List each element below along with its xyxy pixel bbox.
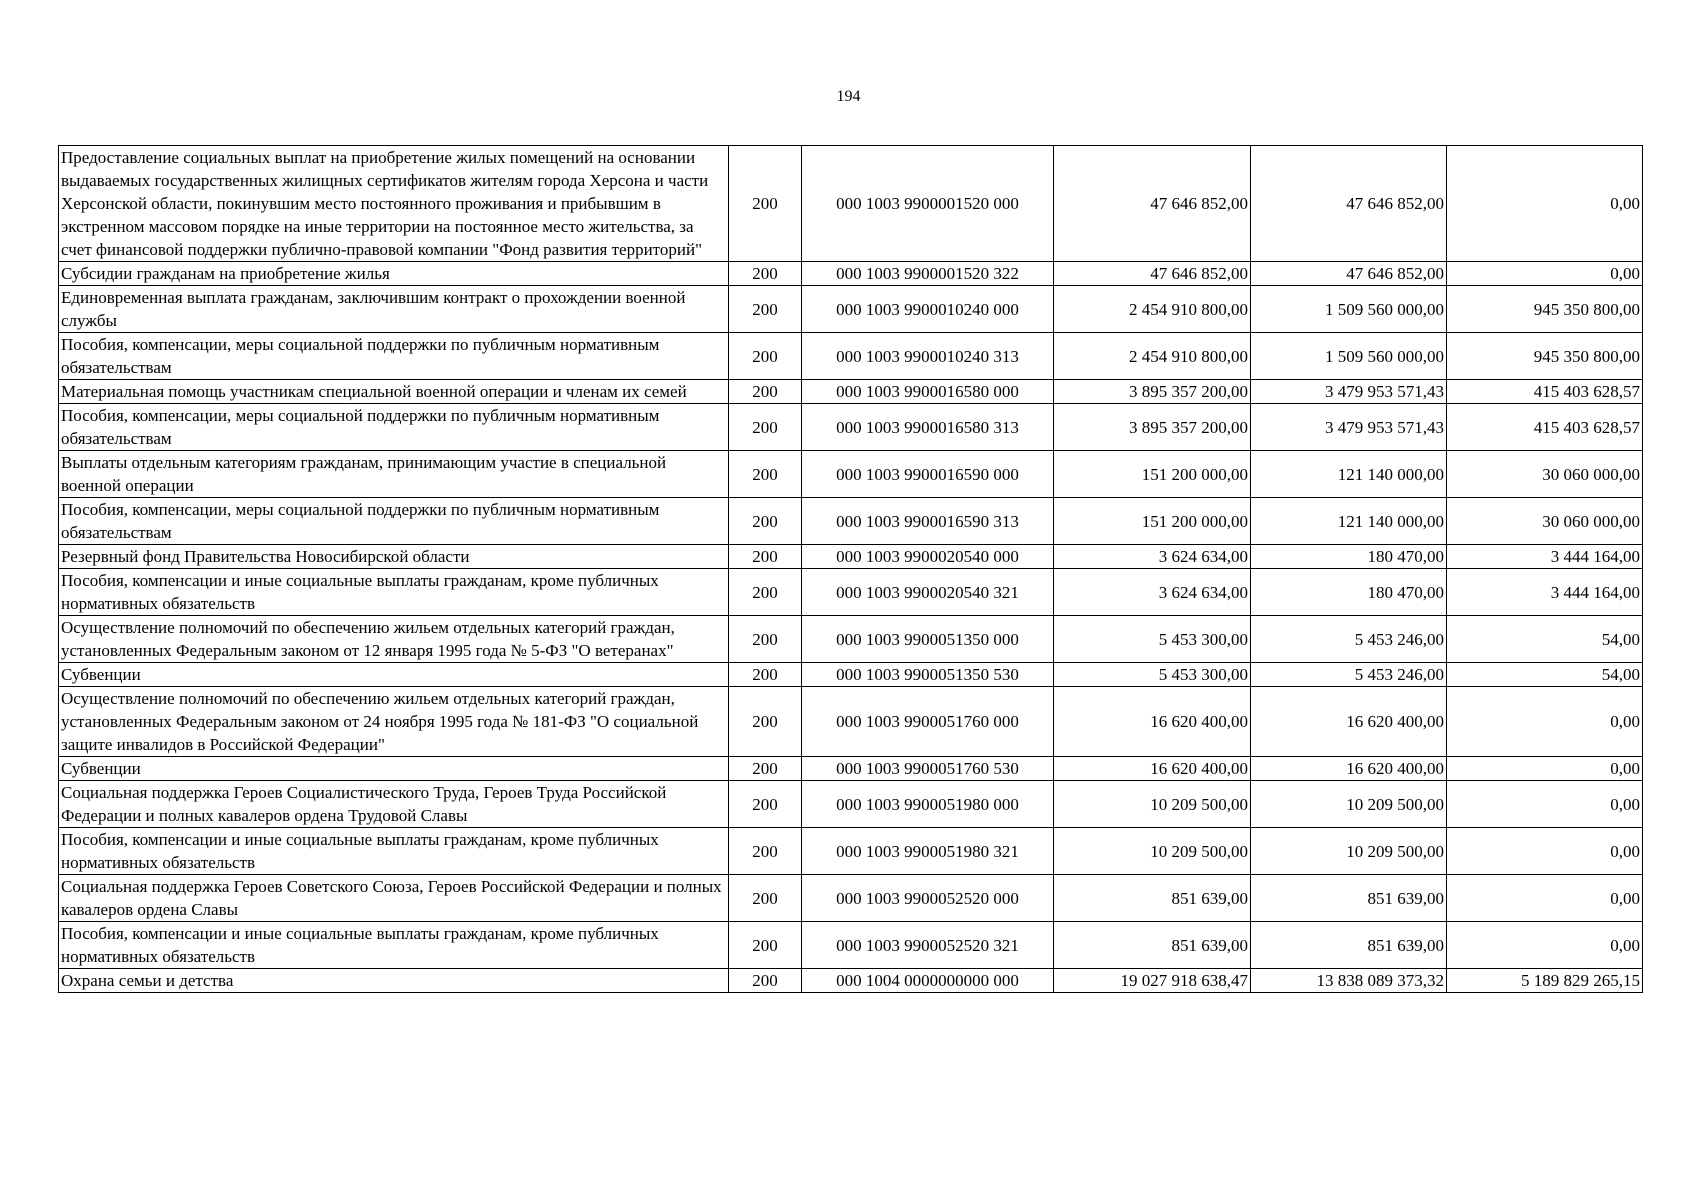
row-name-cell: Социальная поддержка Героев Советского Союза, Героев Российской Федерации и полных кавалеров ордена Славы <box>59 875 729 922</box>
row-name-cell: Материальная помощь участникам специальной военной операции и членам их семей <box>59 380 729 404</box>
row-executed-cell: 16 620 400,00 <box>1251 757 1447 781</box>
row-executed-cell: 180 470,00 <box>1251 545 1447 569</box>
row-admin-code-cell: 200 <box>729 545 802 569</box>
table-row <box>59 286 1643 333</box>
row-name-cell: Предоставление социальных выплат на приобретение жилых помещений на основании выдаваемых государственных жилищных сертификатов жителям города Херсона и части Херсонской области, покинувшим место постоянного проживания и прибывшим в экстренном массовом порядке на иные территории на постоянное место жительства, за счет финансовой поддержки публично-правовой компании "Фонд развития территорий" <box>59 146 729 262</box>
row-admin-code-cell: 200 <box>729 569 802 616</box>
row-executed-cell: 10 209 500,00 <box>1251 781 1447 828</box>
row-budget-code-cell: 000 1003 9900052520 321 <box>802 922 1054 969</box>
row-admin-code-cell: 200 <box>729 404 802 451</box>
row-unexecuted-cell: 0,00 <box>1447 828 1643 875</box>
row-budget-code-cell: 000 1003 9900051350 000 <box>802 616 1054 663</box>
table-row <box>59 146 1643 262</box>
row-approved-cell: 151 200 000,00 <box>1054 451 1251 498</box>
row-admin-code-cell: 200 <box>729 875 802 922</box>
row-approved-cell: 3 895 357 200,00 <box>1054 380 1251 404</box>
row-unexecuted-cell: 0,00 <box>1447 757 1643 781</box>
row-unexecuted-cell: 5 189 829 265,15 <box>1447 969 1643 993</box>
row-name-cell: Пособия, компенсации, меры социальной поддержки по публичным нормативным обязательствам <box>59 498 729 545</box>
row-name-cell: Пособия, компенсации, меры социальной поддержки по публичным нормативным обязательствам <box>59 333 729 380</box>
row-budget-code-cell: 000 1004 0000000000 000 <box>802 969 1054 993</box>
row-name-cell: Пособия, компенсации и иные социальные выплаты гражданам, кроме публичных нормативных обязательств <box>59 828 729 875</box>
table-row <box>59 262 1643 286</box>
row-budget-code-cell: 000 1003 9900010240 313 <box>802 333 1054 380</box>
row-approved-cell: 47 646 852,00 <box>1054 146 1251 262</box>
row-admin-code-cell: 200 <box>729 687 802 757</box>
row-admin-code-cell: 200 <box>729 380 802 404</box>
row-executed-cell: 851 639,00 <box>1251 875 1447 922</box>
row-budget-code-cell: 000 1003 9900016580 000 <box>802 380 1054 404</box>
row-name-cell: Выплаты отдельным категориям гражданам, принимающим участие в специальной военной операции <box>59 451 729 498</box>
table-row <box>59 616 1643 663</box>
table-row <box>59 663 1643 687</box>
row-executed-cell: 180 470,00 <box>1251 569 1447 616</box>
table-row <box>59 569 1643 616</box>
table-row <box>59 545 1643 569</box>
row-executed-cell: 13 838 089 373,32 <box>1251 969 1447 993</box>
row-unexecuted-cell: 3 444 164,00 <box>1447 569 1643 616</box>
row-name-cell: Резервный фонд Правительства Новосибирской области <box>59 545 729 569</box>
row-approved-cell: 10 209 500,00 <box>1054 828 1251 875</box>
row-admin-code-cell: 200 <box>729 922 802 969</box>
row-executed-cell: 121 140 000,00 <box>1251 498 1447 545</box>
row-admin-code-cell: 200 <box>729 616 802 663</box>
table-row <box>59 380 1643 404</box>
row-name-cell: Субвенции <box>59 663 729 687</box>
table-row <box>59 969 1643 993</box>
row-budget-code-cell: 000 1003 9900051760 000 <box>802 687 1054 757</box>
row-name-cell: Пособия, компенсации, меры социальной поддержки по публичным нормативным обязательствам <box>59 404 729 451</box>
row-budget-code-cell: 000 1003 9900020540 000 <box>802 545 1054 569</box>
table-row <box>59 875 1643 922</box>
row-executed-cell: 16 620 400,00 <box>1251 687 1447 757</box>
row-unexecuted-cell: 54,00 <box>1447 663 1643 687</box>
row-approved-cell: 5 453 300,00 <box>1054 616 1251 663</box>
row-budget-code-cell: 000 1003 9900052520 000 <box>802 875 1054 922</box>
row-unexecuted-cell: 0,00 <box>1447 875 1643 922</box>
row-name-cell: Единовременная выплата гражданам, заключившим контракт о прохождении военной службы <box>59 286 729 333</box>
row-name-cell: Охрана семьи и детства <box>59 969 729 993</box>
row-budget-code-cell: 000 1003 9900020540 321 <box>802 569 1054 616</box>
page-number: 194 <box>836 88 861 105</box>
row-executed-cell: 3 479 953 571,43 <box>1251 404 1447 451</box>
row-name-cell: Пособия, компенсации и иные социальные выплаты гражданам, кроме публичных нормативных обязательств <box>59 569 729 616</box>
row-budget-code-cell: 000 1003 9900016590 313 <box>802 498 1054 545</box>
row-admin-code-cell: 200 <box>729 757 802 781</box>
row-unexecuted-cell: 30 060 000,00 <box>1447 451 1643 498</box>
row-name-cell: Осуществление полномочий по обеспечению жильем отдельных категорий граждан, установленных Федеральным законом от 24 ноября 1995 года № 181-ФЗ "О социальной защите инвалидов в Российской Федерации" <box>59 687 729 757</box>
row-approved-cell: 10 209 500,00 <box>1054 781 1251 828</box>
row-budget-code-cell: 000 1003 9900016590 000 <box>802 451 1054 498</box>
table-row <box>59 404 1643 451</box>
row-approved-cell: 2 454 910 800,00 <box>1054 333 1251 380</box>
row-unexecuted-cell: 54,00 <box>1447 616 1643 663</box>
row-admin-code-cell: 200 <box>729 969 802 993</box>
row-executed-cell: 1 509 560 000,00 <box>1251 286 1447 333</box>
table-row <box>59 781 1643 828</box>
row-name-cell: Пособия, компенсации и иные социальные выплаты гражданам, кроме публичных нормативных обязательств <box>59 922 729 969</box>
table-row <box>59 687 1643 757</box>
row-executed-cell: 5 453 246,00 <box>1251 616 1447 663</box>
row-executed-cell: 121 140 000,00 <box>1251 451 1447 498</box>
row-budget-code-cell: 000 1003 9900051980 321 <box>802 828 1054 875</box>
row-name-cell: Осуществление полномочий по обеспечению жильем отдельных категорий граждан, установленных Федеральным законом от 12 января 1995 года № 5-ФЗ "О ветеранах" <box>59 616 729 663</box>
row-admin-code-cell: 200 <box>729 333 802 380</box>
row-budget-code-cell: 000 1003 9900001520 322 <box>802 262 1054 286</box>
table-row <box>59 757 1643 781</box>
row-approved-cell: 19 027 918 638,47 <box>1054 969 1251 993</box>
budget-table <box>58 145 1643 993</box>
row-admin-code-cell: 200 <box>729 828 802 875</box>
row-executed-cell: 5 453 246,00 <box>1251 663 1447 687</box>
row-approved-cell: 851 639,00 <box>1054 922 1251 969</box>
row-executed-cell: 3 479 953 571,43 <box>1251 380 1447 404</box>
row-unexecuted-cell: 0,00 <box>1447 781 1643 828</box>
row-unexecuted-cell: 945 350 800,00 <box>1447 286 1643 333</box>
row-budget-code-cell: 000 1003 9900010240 000 <box>802 286 1054 333</box>
row-unexecuted-cell: 0,00 <box>1447 922 1643 969</box>
row-approved-cell: 2 454 910 800,00 <box>1054 286 1251 333</box>
row-approved-cell: 3 624 634,00 <box>1054 545 1251 569</box>
row-budget-code-cell: 000 1003 9900051350 530 <box>802 663 1054 687</box>
table-row <box>59 922 1643 969</box>
row-admin-code-cell: 200 <box>729 286 802 333</box>
row-approved-cell: 151 200 000,00 <box>1054 498 1251 545</box>
row-executed-cell: 10 209 500,00 <box>1251 828 1447 875</box>
row-budget-code-cell: 000 1003 9900016580 313 <box>802 404 1054 451</box>
row-admin-code-cell: 200 <box>729 146 802 262</box>
row-approved-cell: 3 624 634,00 <box>1054 569 1251 616</box>
row-unexecuted-cell: 30 060 000,00 <box>1447 498 1643 545</box>
row-unexecuted-cell: 3 444 164,00 <box>1447 545 1643 569</box>
row-unexecuted-cell: 0,00 <box>1447 262 1643 286</box>
row-name-cell: Субсидии гражданам на приобретение жилья <box>59 262 729 286</box>
row-executed-cell: 47 646 852,00 <box>1251 146 1447 262</box>
row-unexecuted-cell: 0,00 <box>1447 146 1643 262</box>
row-approved-cell: 851 639,00 <box>1054 875 1251 922</box>
row-admin-code-cell: 200 <box>729 451 802 498</box>
row-unexecuted-cell: 415 403 628,57 <box>1447 404 1643 451</box>
row-approved-cell: 16 620 400,00 <box>1054 687 1251 757</box>
row-budget-code-cell: 000 1003 9900051760 530 <box>802 757 1054 781</box>
row-approved-cell: 16 620 400,00 <box>1054 757 1251 781</box>
row-unexecuted-cell: 415 403 628,57 <box>1447 380 1643 404</box>
row-admin-code-cell: 200 <box>729 498 802 545</box>
row-unexecuted-cell: 0,00 <box>1447 687 1643 757</box>
table-row <box>59 828 1643 875</box>
row-admin-code-cell: 200 <box>729 663 802 687</box>
row-approved-cell: 3 895 357 200,00 <box>1054 404 1251 451</box>
row-name-cell: Субвенции <box>59 757 729 781</box>
row-executed-cell: 851 639,00 <box>1251 922 1447 969</box>
row-budget-code-cell: 000 1003 9900051980 000 <box>802 781 1054 828</box>
row-executed-cell: 1 509 560 000,00 <box>1251 333 1447 380</box>
table-row <box>59 333 1643 380</box>
table-body <box>59 146 1643 993</box>
row-admin-code-cell: 200 <box>729 781 802 828</box>
row-executed-cell: 47 646 852,00 <box>1251 262 1447 286</box>
row-budget-code-cell: 000 1003 9900001520 000 <box>802 146 1054 262</box>
table-row <box>59 498 1643 545</box>
row-approved-cell: 5 453 300,00 <box>1054 663 1251 687</box>
row-approved-cell: 47 646 852,00 <box>1054 262 1251 286</box>
row-admin-code-cell: 200 <box>729 262 802 286</box>
row-name-cell: Социальная поддержка Героев Социалистического Труда, Героев Труда Российской Федерации и полных кавалеров ордена Трудовой Славы <box>59 781 729 828</box>
table-row <box>59 451 1643 498</box>
row-unexecuted-cell: 945 350 800,00 <box>1447 333 1643 380</box>
